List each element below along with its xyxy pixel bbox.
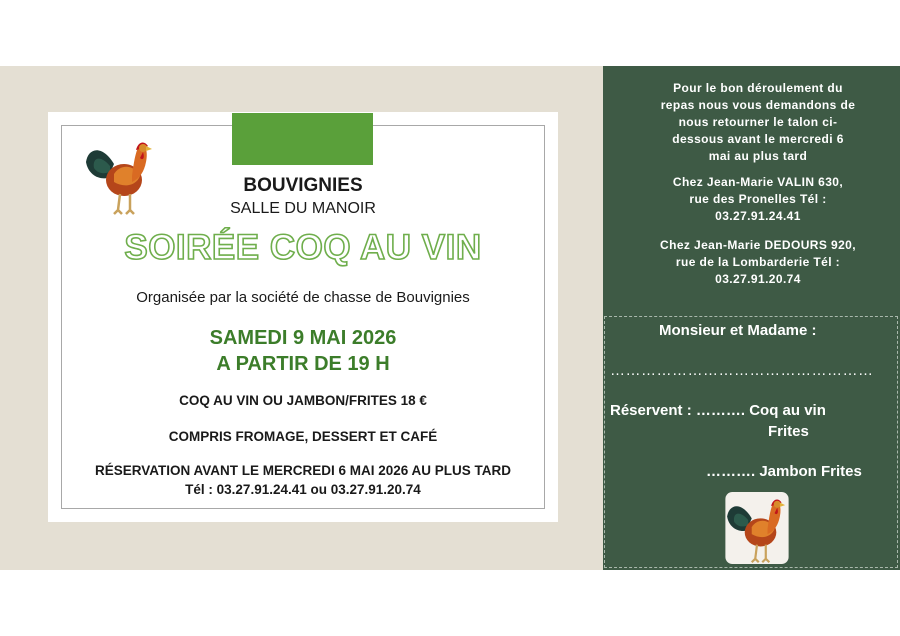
reservation-phones: Tél : 03.27.91.24.41 ou 03.27.91.20.74 — [185, 482, 421, 497]
intro-line: repas nous vous demandons de — [660, 98, 856, 112]
slip-name-label: Monsieur et Madame : — [659, 322, 817, 339]
event-title: SOIRÉE COQ AU VIN — [124, 228, 482, 267]
rooster-icon — [722, 492, 792, 564]
slip-jambon-line: ………. Jambon Frites — [706, 463, 862, 480]
contact-line: rue de la Lombarderie Tél : — [675, 255, 841, 269]
event-time: A PARTIR DE 19 H — [216, 353, 390, 375]
menu-included: COMPRIS FROMAGE, DESSERT ET CAFÉ — [168, 429, 438, 444]
intro-line: Pour le bon déroulement du — [673, 81, 843, 95]
event-date: SAMEDI 9 MAI 2026 — [209, 327, 397, 349]
venue-name: SALLE DU MANOIR — [230, 200, 376, 217]
town-name: BOUVIGNIES — [243, 175, 363, 196]
contact-line: 03.27.91.20.74 — [715, 272, 801, 286]
slip-name-line: …………………………………………… — [610, 362, 874, 379]
reservation-deadline: RÉSERVATION AVANT LE MERCREDI 6 MAI 2026 AU PLUS TARD — [94, 463, 512, 478]
intro-line: dessous avant le mercredi 6 — [672, 132, 844, 146]
contact-line: Chez Jean-Marie DEDOURS 920, — [660, 238, 856, 252]
menu-price: COQ AU VIN OU JAMBON/FRITES 18 € — [179, 393, 427, 408]
intro-line: nous retourner le talon ci- — [678, 115, 838, 129]
organizer-line: Organisée par la société de chasse de Bouvignies — [136, 289, 470, 306]
green-header-tab — [232, 113, 373, 165]
panel-intro — [640, 80, 876, 165]
contact-valin — [640, 174, 876, 225]
contact-line: Chez Jean-Marie VALIN 630, — [672, 175, 844, 189]
slip-frites-label: Frites — [768, 423, 809, 440]
contact-line: rue des Pronelles Tél : — [689, 192, 827, 206]
slip-coq-au-vin-line: Réservent : ………. Coq au vin — [610, 402, 826, 419]
contact-dedours — [640, 237, 876, 288]
intro-line: mai au plus tard — [708, 149, 808, 163]
contact-line: 03.27.91.24.41 — [715, 209, 801, 223]
